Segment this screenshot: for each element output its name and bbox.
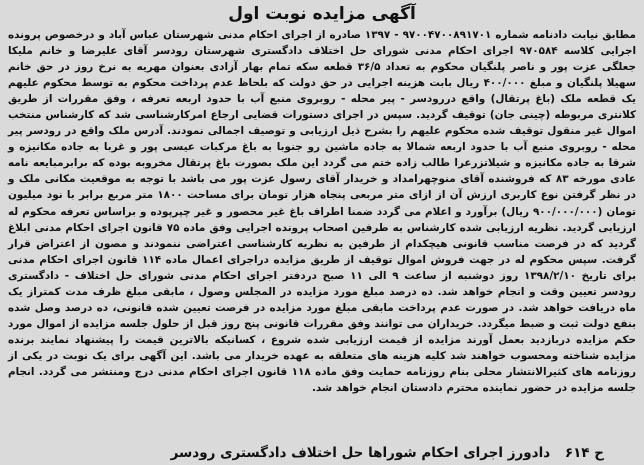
notice-title: آگهی مزایده نوبت اول bbox=[228, 4, 416, 24]
footer-code: ح ۶۱۴ bbox=[564, 445, 604, 461]
notice-body: مطابق نیابت دادنامه شماره ۹۷۰۰۴۷۰۰۸۹۱۷۰۱ - ۱۳۹۷ صادره از اجرای احکام مدنی شهرستان عباس آباد و درخصوص پرونده اجرایی کلاسه ۹۷۰۵۸۴ اجرای احکام مدنی شورای حل اختلاف دادگستری شهرستان رودسر آقای علیرضا و خانم ملیکا جعلگی عزت پور و ناصر پلنگیان محکوم به تعداد ۳۶/۵ قطعه سکه تمام بهار آزادی بعنوان مهریه به نرخ روز در حق خانم سهیلا پلنگیان و مبلغ ۴۰۰/۰۰۰ ریال بابت هزینه اجرایی در حق دولت که بلحاظ عدم پرداخت محکوم به توسط محکوم علیهم یک قطعه ملک (باغ پرتقال) واقع دررودسر - پیر محله - روبروی منبع آب با حدود اربعه تعرفه ، وفق مقررات از طریق کلانتری مربوطه (چینی جان) توقیف گردید. سپس در اجرای دستورات قضایی ارجاع امرکارشناسی شد که کارشناس منتخب اموال غیر منقول توقیف شده محکوم علیهم را بشرح ذیل ارزیابی و توصیف اجمالی نمودند. آدرس ملک واقع در رودسر پیر محله - روبروی منبع آب با حدود اربعه شمالا به جاده ماشین رو جنوبا به باغ مرکبات عیسی پور و غربا به جاده مکانیزه و شرقا به جاده مکانیزه و شیلاتزرعرا طالب زاده ختم می گردد این ملک بصورت باغ پرتقال مخروبه بوده که برابرمبایعه نامه عادی مورخه ۸۳ که فروشنده آقای منوچهرامداد و خریدار آقای رسول عزت پور می باشد با توجه به موقعیت مکانی ملک و در نظر گرفتن نوع کاربری ارزش آن از ازای متر مربعی پنجاه هزار تومان برای مساحت ۱۸۰۰ متر مربع برابر با نود میلیون تومان (۹۰۰/۰۰۰/۰۰۰ ریال) برآورد و اعلام می گردد ضمنا اطراف باغ غیر محصور و غیر چپرپوده و براساس تعرفه محکوم له ارزیابی گردید. نظریه ارزیابی شده کارشناس به طرفین اصحاب پرونده اجرایی وفق ماده ۷۵ قانون اجرای احکام مدنی ابلاغ گردید که در فرصت مناسب قانونی هیچکدام از طرفین به نظریه کارشناسی اعتراضی ننمودند و مصون از اعتراض قرار گرفت. سپس محکوم له در جهت فروش اموال توقیف از طریق مزایده دراجرای اعمال ماده ۱۱۴ قانون اجرای احکام مدنی برای تاریخ ۱۳۹۸/۲/۱۰ روز دوشنبه از ساعت ۹ الی ۱۱ صبح دردفتر اجرای احکام مدنی شورای حل اختلاف - دادگستری رودسر تعیین وقت و انجام خواهد شد. ده درصد مبلغ مورد مزایده در المجلس وصول ، مابقی مبلغ ظرف مدت کمتراز یک ماه دریافت خواهد شد. در صورت عدم پرداخت مابقی مبلغ مورد مزایده در فرصت تعیین شده قانونی، ده درصد وصل شده بنفع دولت ثبت و ضبط میگردد. خریداران می توانند وفق مقررات قانونی پنج روز قبل از حلول جلسه مزایده از اموال مورد حکم مزایده دربازدید بعمل آورند مزایده از قیمت ارزیابی شده شروع ، کسانیکه بالاترین قیمت را پیشنهاد نمایند برنده مزایده شناخته ومحسوب خواهند شد کلیه هزینه های متعلقه به عهده خریدار می باشد. این آگهی برای یک نوبت در یکی از روزنامه های کثیرالانتشار محلی بنام روزنامه حمایت وفق ماده ۱۱۸ قانون اجرای احکام مدنی درج ومنتشر می گردد. انجام جلسه مزایده در حضور نماینده محترم دادستان انجام خواهد شد. bbox=[8, 29, 637, 395]
footer-signature: دادورز اجرای احکام شوراها حل اختلاف دادگستری رودسر bbox=[170, 445, 551, 461]
notice-footer bbox=[8, 444, 604, 462]
